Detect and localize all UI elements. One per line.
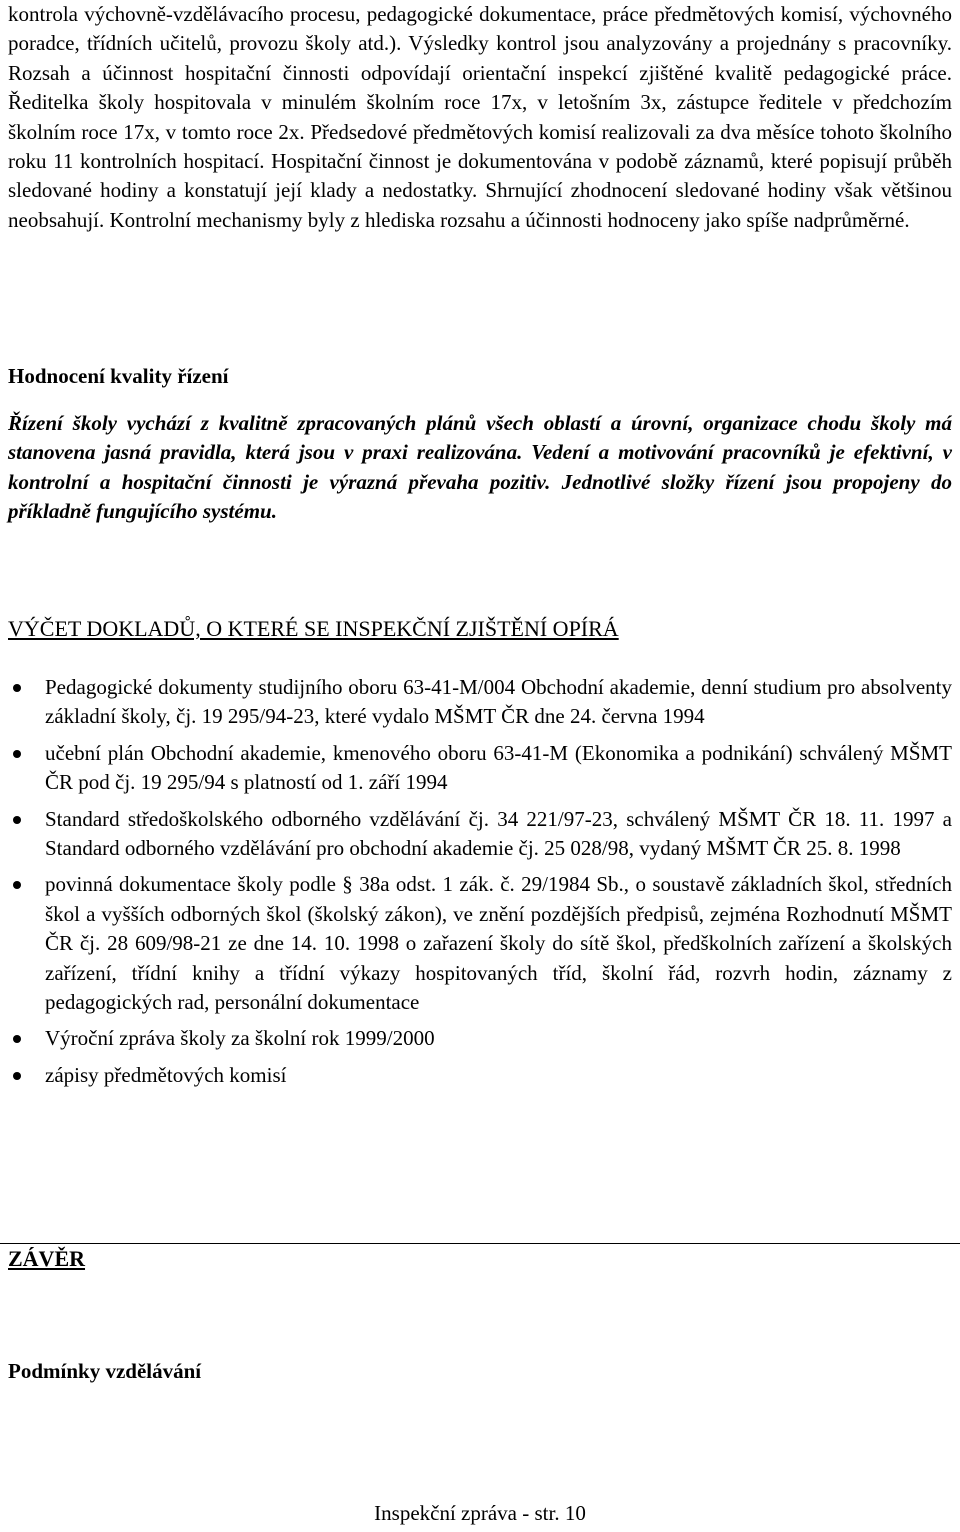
evidence-list xyxy=(8,673,952,1097)
conclusion-divider xyxy=(0,1243,960,1244)
bullet-icon xyxy=(13,684,21,692)
bullet-icon xyxy=(13,1072,21,1080)
list-item-text: Pedagogické dokumenty studijního oboru 63-41-M/004 Obchodní akademie, denní studium pro absolventy základní školy, čj. 19 295/94-23, které vydalo MŠMT ČR dne 24. června 1994 xyxy=(45,675,952,729)
section-heading-management-quality: Hodnocení kvality řízení xyxy=(8,364,229,388)
section-heading-conclusion: ZÁVĚR xyxy=(8,1246,86,1271)
list-item xyxy=(8,673,952,732)
list-item-text: povinná dokumentace školy podle § 38a odst. 1 zák. č. 29/1984 Sb., o soustavě základních škol, středních škol a vyšších odborných škol (školský zákon), ve znění pozdějších předpisů, zejména Rozhodnutí MŠMT ČR čj. 28 609/98-21 ze dne 14. 10. 1998 o zařazení školy do sítě škol, předškolních zařízení a školských zařízení, třídní knihy a třídní výkazy hospitovaných tříd, školní řád, rozvrh hodin, záznamy z pedagogických rad, personální dokumentace xyxy=(45,872,952,1015)
list-item xyxy=(8,1024,952,1053)
bullet-icon xyxy=(13,1035,21,1043)
list-item xyxy=(8,870,952,1017)
management-quality-summary: Řízení školy vychází z kvalitně zpracovaných plánů všech oblastí a úrovní, organizace chodu školy má stanovena jasná pravidla, která jsou v praxi realizována. Vedení a motivování pracovníků je efektivní, v kontrolní a hospitační činnosti je výrazná převaha pozitiv. Jednotlivé složky řízení jsou propojeny do příkladně fungujícího systému. xyxy=(8,411,952,524)
section-heading-evidence: VÝČET DOKLADŮ, O KTERÉ SE INSPEKČNÍ ZJIŠTĚNÍ OPÍRÁ xyxy=(8,616,619,641)
section-heading-education-conditions: Podmínky vzdělávání xyxy=(8,1359,202,1383)
page-footer: Inspekční zpráva - str. 10 xyxy=(374,1501,586,1525)
list-item xyxy=(8,805,952,864)
bullet-icon xyxy=(13,750,21,758)
list-item xyxy=(8,1061,952,1090)
control-paragraph: kontrola výchovně-vzdělávacího procesu, pedagogické dokumentace, práce předmětových komisí, výchovného poradce, třídních učitelů, provozu školy atd.). Výsledky kontrol jsou analyzovány a projednány s pracovníky. Rozsah a účinnost hospitační činnosti odpovídají orientační inspekcí zjištěné kvalitě pedagogické práce. Ředitelka školy hospitovala v minulém školním roce 17x, v letošním 3x, zástupce ředitele v předchozím školním roce 17x, v tomto roce 2x. Předsedové předmětových komisí realizovali za dva měsíce tohoto školního roku 11 kontrolních hospitací. Hospitační činnost je dokumentována v podobě záznamů, které popisují průběh sledované hodiny a konstatují její klady a nedostatky. Shrnující zhodnocení sledované hodiny však většinou neobsahují. Kontrolní mechanismy byly z hlediska rozsahu a účinnosti hodnoceny jako spíše nadprůměrné. xyxy=(8,2,952,232)
bullet-icon xyxy=(13,881,21,889)
list-item-text: Standard středoškolského odborného vzdělávání čj. 34 221/97-23, schválený MŠMT ČR 18. 11. 1997 a Standard odborného vzdělávání pro obchodní akademie čj. 25 028/98, vydaný MŠMT ČR 25. 8. 1998 xyxy=(45,806,952,861)
list-item-text: Výroční zpráva školy za školní rok 1999/2000 xyxy=(45,1026,435,1051)
list-item-text: učební plán Obchodní akademie, kmenového oboru 63-41-M (Ekonomika a podnikání) schválený MŠMT ČR pod čj. 19 295/94 s platností od 1. září 1994 xyxy=(45,740,952,795)
bullet-icon xyxy=(13,816,21,824)
list-item xyxy=(8,739,952,798)
list-item-text: zápisy předmětových komisí xyxy=(45,1062,287,1087)
